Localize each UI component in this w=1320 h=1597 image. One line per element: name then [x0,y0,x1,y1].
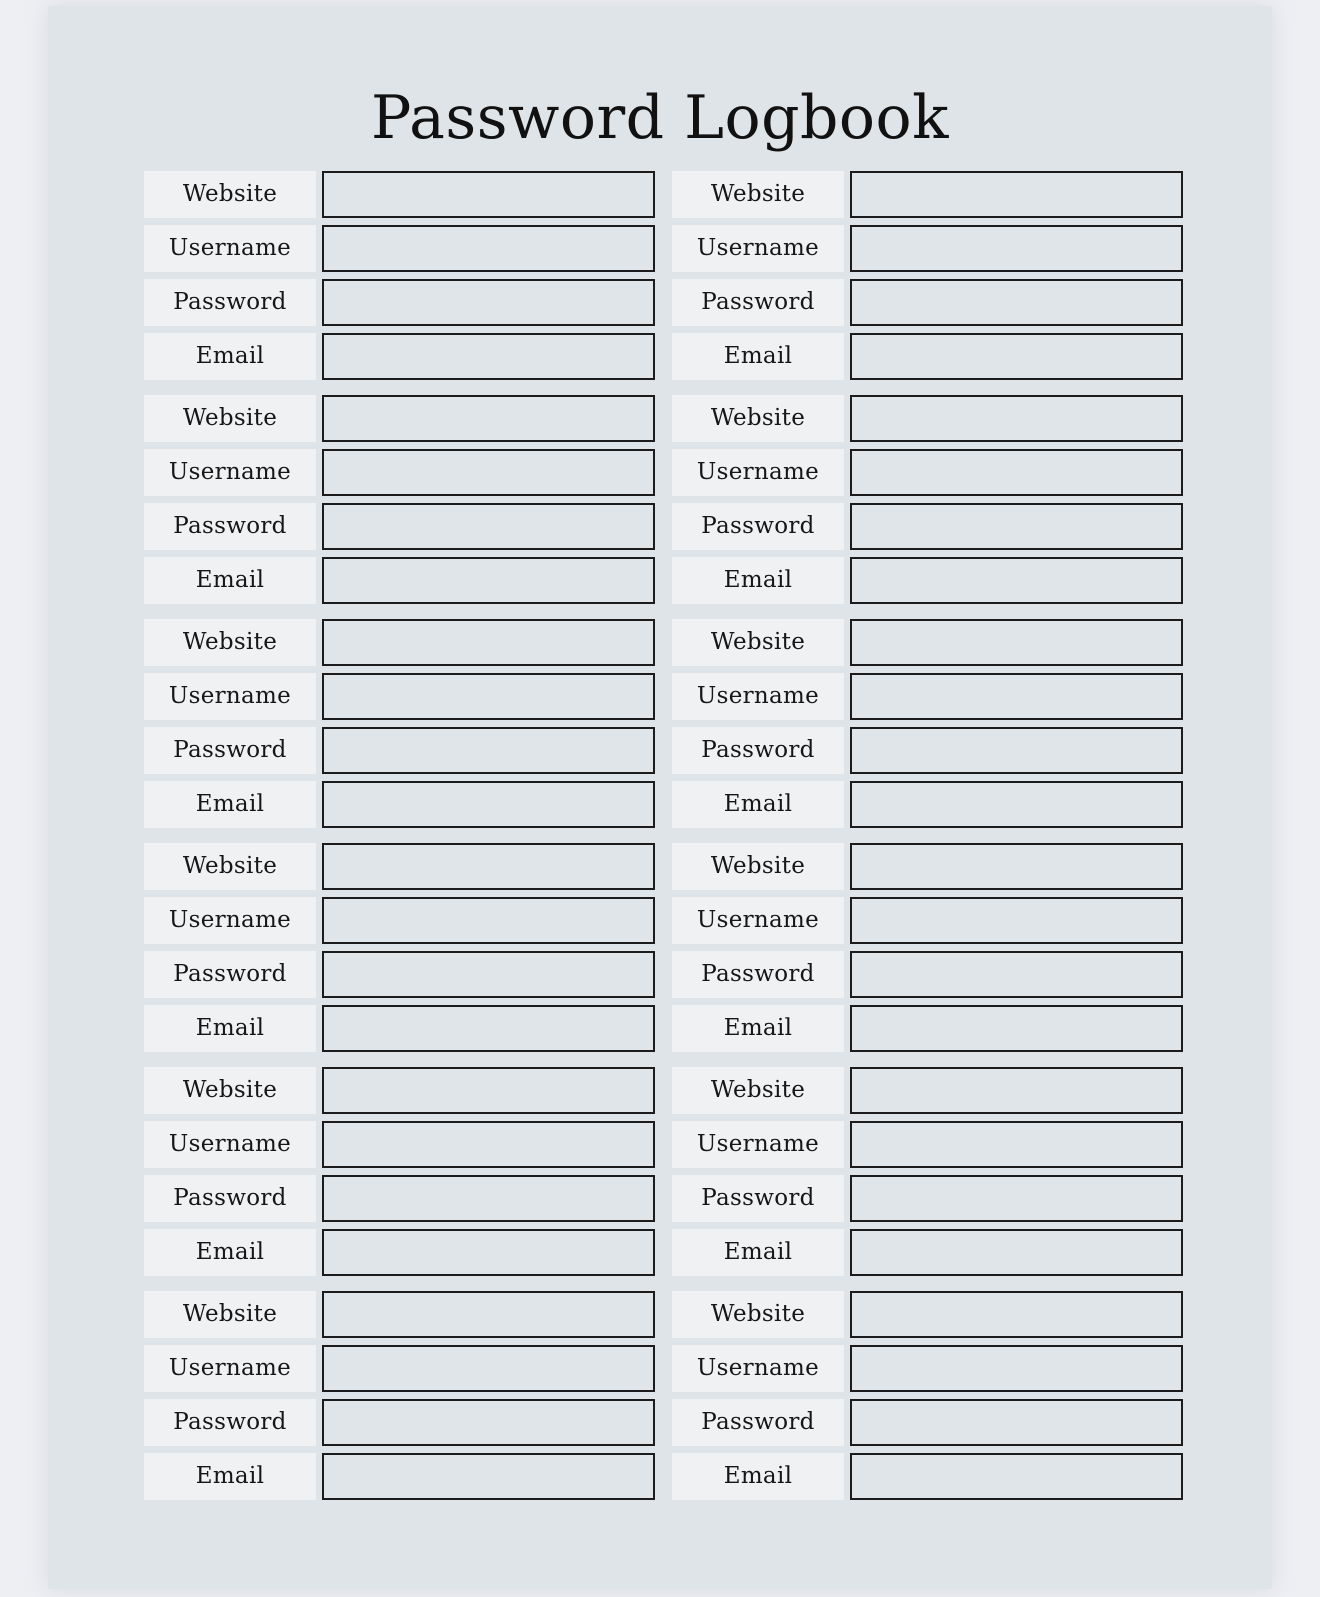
password-input[interactable] [322,279,655,326]
field-label-email: Email [144,1229,316,1276]
username-input[interactable] [322,1121,655,1168]
field-label-email: Email [144,781,316,828]
field-label-password: Password [144,951,316,998]
field-label-password: Password [144,279,316,326]
entry-row-website [144,1067,655,1121]
username-input[interactable] [322,673,655,720]
username-input[interactable] [850,897,1183,944]
website-input[interactable] [850,171,1183,218]
email-input[interactable] [322,1453,655,1500]
entry-row-password [672,727,1183,781]
entry-row-password [672,503,1183,557]
username-input[interactable] [322,1345,655,1392]
field-label-email: Email [672,1229,844,1276]
entry-row-email [672,1453,1183,1507]
field-label-website: Website [144,1291,316,1338]
entry-row-password [144,1175,655,1229]
email-input[interactable] [850,781,1183,828]
field-label-password: Password [144,1399,316,1446]
website-input[interactable] [322,1067,655,1114]
entry-row-password [672,1175,1183,1229]
entry-row-username [672,897,1183,951]
email-input[interactable] [850,1229,1183,1276]
website-input[interactable] [850,619,1183,666]
field-label-email: Email [144,1453,316,1500]
password-entry [144,171,655,395]
field-label-email: Email [672,781,844,828]
password-entry [672,1291,1183,1515]
website-input[interactable] [850,843,1183,890]
password-entry [144,1291,655,1515]
entry-row-email [672,781,1183,835]
field-label-password: Password [144,727,316,774]
entry-row-username [144,673,655,727]
field-label-email: Email [672,333,844,380]
email-input[interactable] [322,557,655,604]
entry-row-password [672,1399,1183,1453]
website-input[interactable] [322,619,655,666]
entry-row-email [144,1229,655,1283]
field-label-website: Website [144,843,316,890]
entry-row-username [144,1121,655,1175]
logbook-page [48,6,1272,1589]
website-input[interactable] [850,395,1183,442]
entry-row-password [144,727,655,781]
username-input[interactable] [322,225,655,272]
entry-row-email [672,557,1183,611]
field-label-password: Password [672,279,844,326]
field-label-website: Website [672,619,844,666]
entry-row-password [672,279,1183,333]
entry-row-website [672,619,1183,673]
field-label-website: Website [144,1067,316,1114]
field-label-password: Password [672,503,844,550]
website-input[interactable] [322,1291,655,1338]
password-input[interactable] [850,279,1183,326]
field-label-username: Username [144,897,316,944]
entry-row-password [144,1399,655,1453]
field-label-username: Username [144,673,316,720]
email-input[interactable] [850,557,1183,604]
entry-row-website [672,843,1183,897]
password-input[interactable] [850,1399,1183,1446]
field-label-username: Username [672,225,844,272]
password-entry [672,619,1183,843]
entry-row-website [144,395,655,449]
field-label-username: Username [672,1121,844,1168]
entry-row-email [144,333,655,387]
password-entry [672,1067,1183,1291]
field-label-username: Username [144,1121,316,1168]
field-label-website: Website [672,843,844,890]
password-input[interactable] [850,727,1183,774]
password-entry [672,171,1183,395]
field-label-password: Password [672,1175,844,1222]
email-input[interactable] [322,1229,655,1276]
password-input[interactable] [322,1175,655,1222]
password-input[interactable] [322,727,655,774]
field-label-website: Website [672,1067,844,1114]
field-label-password: Password [144,503,316,550]
password-entry [144,843,655,1067]
password-entry [144,619,655,843]
website-input[interactable] [850,1291,1183,1338]
email-input[interactable] [322,781,655,828]
entry-row-email [672,1229,1183,1283]
field-label-email: Email [672,1005,844,1052]
entry-row-password [144,951,655,1005]
password-input[interactable] [322,951,655,998]
entry-row-username [672,449,1183,503]
field-label-email: Email [144,1005,316,1052]
website-input[interactable] [322,395,655,442]
field-label-website: Website [672,395,844,442]
password-input[interactable] [322,1399,655,1446]
password-input[interactable] [850,503,1183,550]
entry-row-username [144,225,655,279]
entry-row-email [672,1005,1183,1059]
website-input[interactable] [850,1067,1183,1114]
password-input[interactable] [850,1175,1183,1222]
username-input[interactable] [850,225,1183,272]
field-label-email: Email [672,557,844,604]
password-entry [144,395,655,619]
password-input[interactable] [322,503,655,550]
entry-row-username [672,1345,1183,1399]
field-label-website: Website [144,619,316,666]
field-label-password: Password [672,951,844,998]
field-label-email: Email [672,1453,844,1500]
entry-row-email [672,333,1183,387]
entry-row-username [672,1121,1183,1175]
field-label-username: Username [144,225,316,272]
username-input[interactable] [850,1345,1183,1392]
field-label-username: Username [672,673,844,720]
username-input[interactable] [322,897,655,944]
entry-row-email [144,557,655,611]
website-input[interactable] [322,843,655,890]
username-input[interactable] [850,1121,1183,1168]
field-label-username: Username [672,897,844,944]
field-label-website: Website [672,171,844,218]
entry-row-website [672,395,1183,449]
entry-row-email [144,1005,655,1059]
field-label-username: Username [144,449,316,496]
entry-row-username [144,897,655,951]
entry-row-website [144,1291,655,1345]
username-input[interactable] [850,673,1183,720]
field-label-email: Email [144,557,316,604]
website-input[interactable] [322,171,655,218]
entries-column-right [672,171,1183,1515]
password-entry [672,843,1183,1067]
email-input[interactable] [850,1453,1183,1500]
entry-row-website [144,843,655,897]
entry-row-password [672,951,1183,1005]
field-label-password: Password [144,1175,316,1222]
field-label-username: Username [672,1345,844,1392]
entry-row-website [144,171,655,225]
field-label-password: Password [672,1399,844,1446]
email-input[interactable] [322,333,655,380]
password-entry [144,1067,655,1291]
field-label-website: Website [672,1291,844,1338]
field-label-username: Username [672,449,844,496]
entry-row-password [144,279,655,333]
entry-row-website [144,619,655,673]
email-input[interactable] [850,1005,1183,1052]
entry-row-website [672,1291,1183,1345]
entry-row-password [144,503,655,557]
field-label-website: Website [144,395,316,442]
entry-row-username [672,673,1183,727]
entry-row-website [672,171,1183,225]
password-entry [672,395,1183,619]
entry-row-username [144,1345,655,1399]
entry-row-email [144,1453,655,1507]
entries-column-left [144,171,655,1515]
password-input[interactable] [850,951,1183,998]
entry-row-email [144,781,655,835]
field-label-username: Username [144,1345,316,1392]
entry-row-website [672,1067,1183,1121]
email-input[interactable] [850,333,1183,380]
entry-row-username [672,225,1183,279]
username-input[interactable] [322,449,655,496]
field-label-website: Website [144,171,316,218]
username-input[interactable] [850,449,1183,496]
field-label-password: Password [672,727,844,774]
page-title: Password Logbook [370,83,950,153]
entry-row-username [144,449,655,503]
email-input[interactable] [322,1005,655,1052]
field-label-email: Email [144,333,316,380]
